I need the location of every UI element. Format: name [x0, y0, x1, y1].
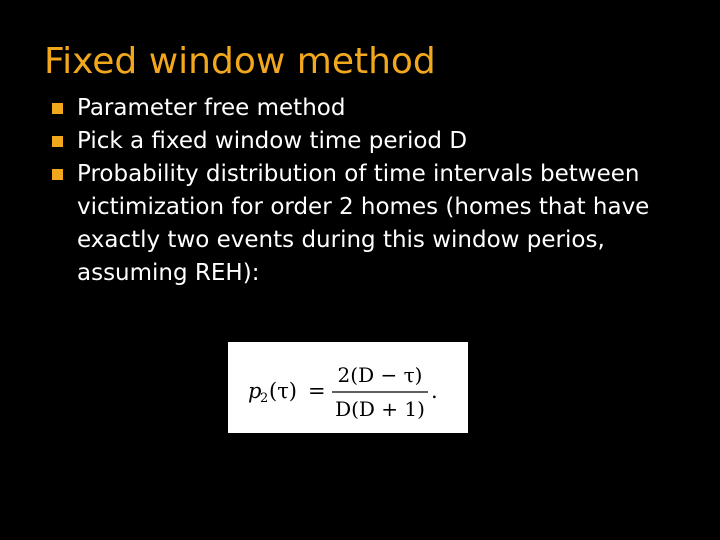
- bullet-list: [50, 92, 710, 290]
- square-bullet-icon: [52, 103, 63, 114]
- formula-period: .: [431, 379, 438, 403]
- formula-equals: =: [308, 379, 326, 403]
- formula-numerator: 2(D − τ): [337, 363, 423, 387]
- bullet-item: [50, 158, 710, 290]
- formula-image: [228, 342, 468, 433]
- formula-lhs-argument: (τ): [269, 379, 298, 403]
- bullet-text: Pick a fixed window time period D: [77, 128, 468, 154]
- formula-lhs-subscript: 2: [260, 391, 269, 406]
- square-bullet-icon: [52, 169, 63, 180]
- bullet-text: Parameter free method: [77, 95, 346, 121]
- bullet-item: [50, 125, 710, 158]
- square-bullet-icon: [52, 136, 63, 147]
- bullet-item: [50, 92, 710, 125]
- formula-lhs-symbol: p: [248, 379, 262, 403]
- formula-denominator: D(D + 1): [335, 397, 425, 421]
- bullet-text: Probability distribution of time intervals between victimization for order 2 homes (homes that have exactly two events during this window perios, assuming REH):: [77, 161, 650, 286]
- slide-title: Fixed window method: [44, 41, 436, 82]
- formula-equation: [228, 342, 468, 433]
